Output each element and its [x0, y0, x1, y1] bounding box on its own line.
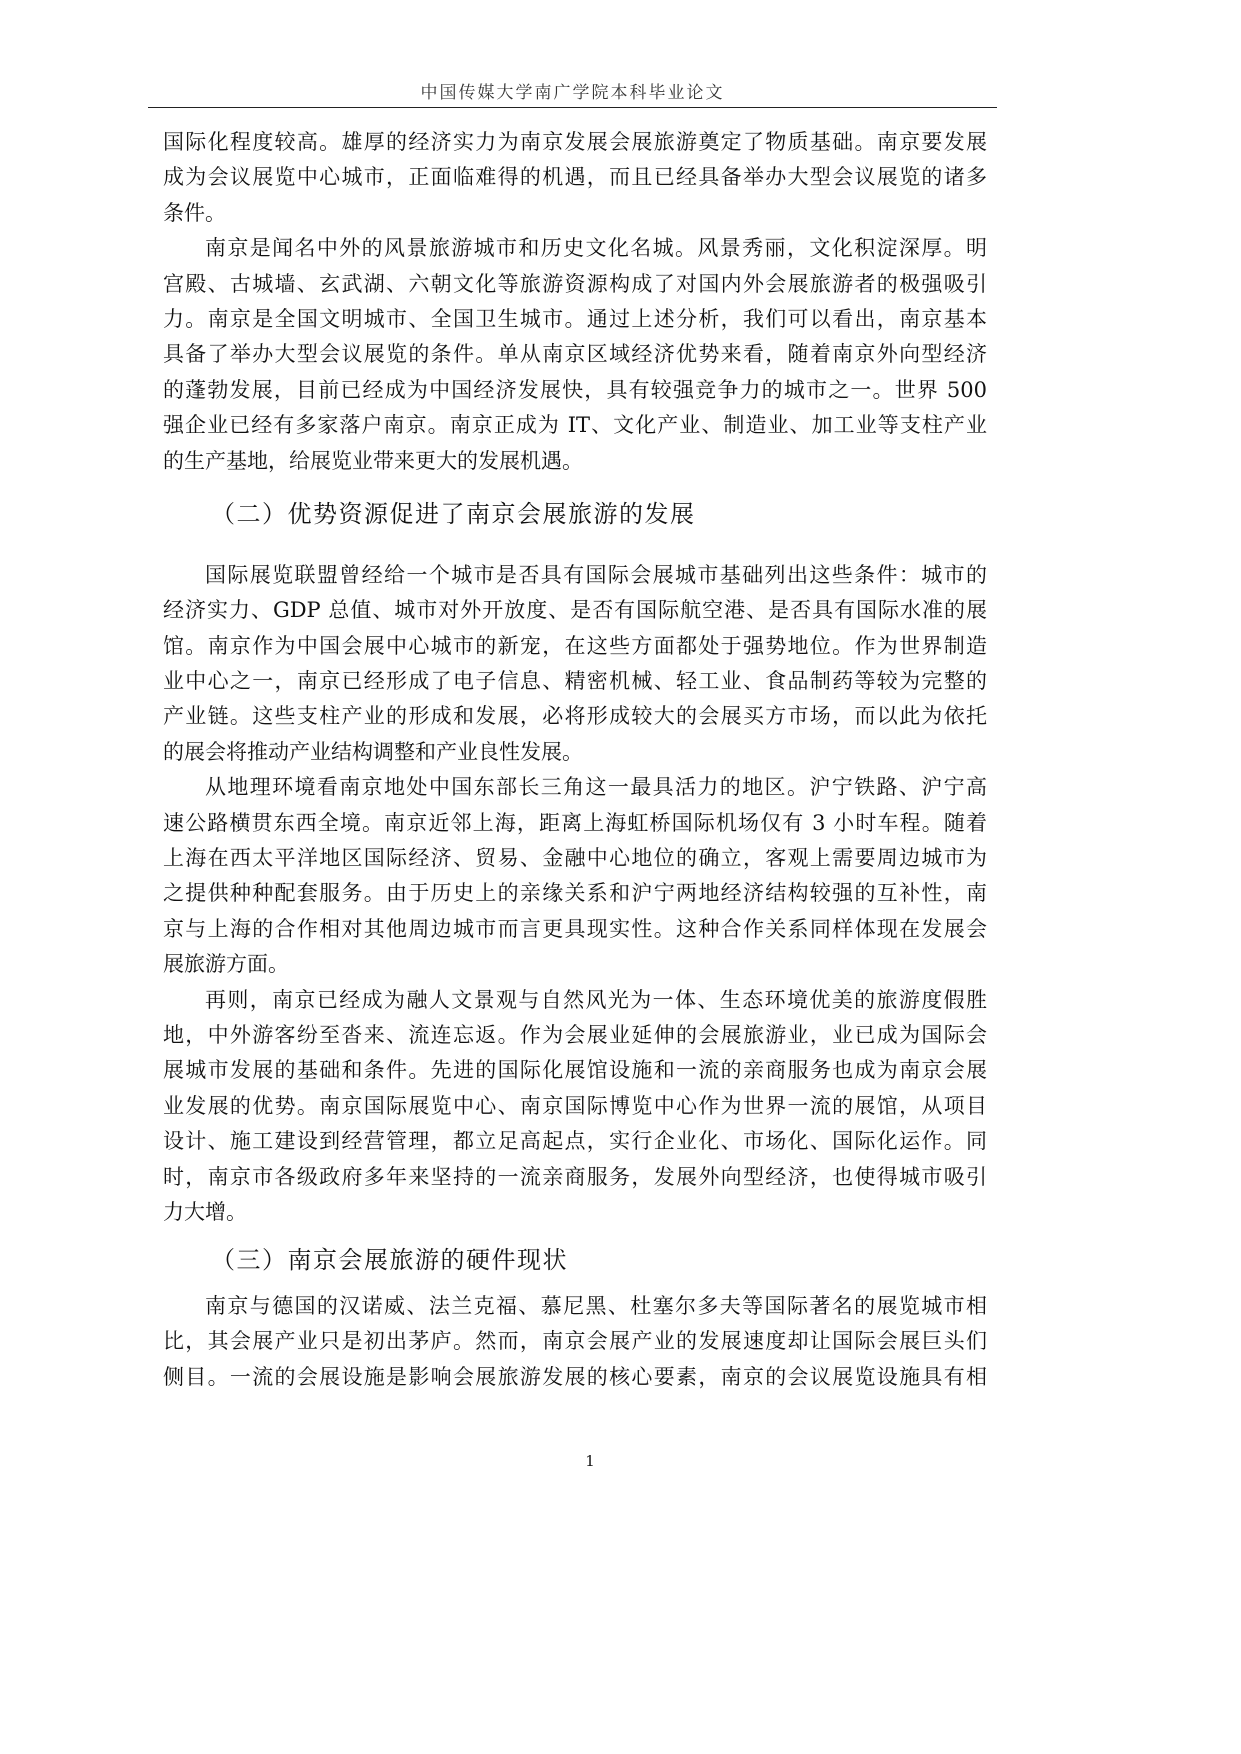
body-text-line: 国际展览联盟曾经给一个城市是否具有国际会展城市基础列出这些条件：城市的	[205, 562, 987, 587]
body-text-line: 展旅游方面。	[163, 952, 289, 977]
body-text-line: 上海在西太平洋地区国际经济、贸易、金融中心地位的确立，客观上需要周边城市为	[163, 846, 987, 871]
body-text-line: 设计、施工建设到经营管理，都立足高起点，实行企业化、市场化、国际化运作。同	[163, 1129, 987, 1154]
body-text-line: 的蓬勃发展，目前已经成为中国经济发展快，具有较强竞争力的城市之一。世界 500	[163, 377, 987, 402]
body-text-line: 之提供种种配套服务。由于历史上的亲缘关系和沪宁两地经济结构较强的互补性，南	[163, 881, 987, 906]
page-body	[163, 125, 987, 1395]
body-text-line: 具备了举办大型会议展览的条件。单从南京区域经济优势来看，随着南京外向型经济	[163, 342, 987, 367]
body-text-line: 的生产基地，给展览业带来更大的发展机遇。	[163, 448, 583, 473]
body-text-line: 成为会议展览中心城市，正面临难得的机遇，而且已经具备举办大型会议展览的诸多	[163, 165, 987, 190]
running-header-title: 中国传媒大学南广学院本科毕业论文	[420, 83, 725, 103]
section-heading: （二）优势资源促进了南京会展旅游的发展	[211, 499, 696, 528]
body-text-line: 业发展的优势。南京国际展览中心、南京国际博览中心作为世界一流的展馆，从项目	[163, 1093, 987, 1118]
paragraph	[163, 231, 987, 479]
body-text-line: 京与上海的合作相对其他周边城市而言更具现实性。这种合作关系同样体现在发展会	[163, 916, 987, 941]
paragraph	[163, 125, 987, 231]
body-text-line: 时，南京市各级政府多年来坚持的一流亲商服务，发展外向型经济，也使得城市吸引	[163, 1164, 987, 1189]
body-text-line: 馆。南京作为中国会展中心城市的新宠，在这些方面都处于强势地位。作为世界制造	[163, 633, 987, 658]
header-rule	[148, 107, 997, 108]
paragraph	[163, 558, 987, 770]
paragraph	[163, 1289, 987, 1395]
body-text-line: 再则，南京已经成为融人文景观与自然风光为一体、生态环境优美的旅游度假胜	[205, 987, 987, 1012]
paragraph	[163, 983, 987, 1231]
page-number: 1	[585, 1452, 595, 1470]
body-text-line: 强企业已经有多家落户南京。南京正成为 IT、文化产业、制造业、加工业等支柱产业	[163, 413, 987, 438]
body-text-line: 条件。	[163, 200, 226, 225]
paragraph	[163, 770, 987, 982]
body-text-line: 的展会将推动产业结构调整和产业良性发展。	[163, 739, 583, 764]
body-text-line: 国际化程度较高。雄厚的经济实力为南京发展会展旅游奠定了物质基础。南京要发展	[163, 130, 987, 154]
body-text-line: 宫殿、古城墙、玄武湖、六朝文化等旅游资源构成了对国内外会展旅游者的极强吸引	[163, 271, 987, 296]
body-text-line: 产业链。这些支柱产业的形成和发展，必将形成较大的会展买方市场，而以此为依托	[163, 704, 987, 729]
body-text-line: 比，其会展产业只是初出茅庐。然而，南京会展产业的发展速度却让国际会展巨头们	[163, 1329, 987, 1354]
body-text-line: 速公路横贯东西全境。南京近邻上海，距离上海虹桥国际机场仅有 3 小时车程。随着	[163, 810, 987, 835]
body-text-line: 力大增。	[163, 1199, 247, 1224]
body-text-line: 南京与德国的汉诺威、法兰克福、慕尼黑、杜塞尔多夫等国际著名的展览城市相	[205, 1294, 987, 1319]
body-text-line: 侧目。一流的会展设施是影响会展旅游发展的核心要素，南京的会议展览设施具有相	[163, 1364, 987, 1389]
body-text-line: 力。南京是全国文明城市、全国卫生城市。通过上述分析，我们可以看出，南京基本	[163, 306, 987, 331]
body-text-line: 业中心之一，南京已经形成了电子信息、精密机械、轻工业、食品制药等较为完整的	[163, 669, 987, 694]
body-text-line: 地，中外游客纷至沓来、流连忘返。作为会展业延伸的会展旅游业，业已成为国际会	[163, 1022, 987, 1047]
body-text-line: 经济实力、GDP 总值、城市对外开放度、是否有国际航空港、是否具有国际水准的展	[163, 598, 987, 623]
body-text-line: 南京是闻名中外的风景旅游城市和历史文化名城。风景秀丽，文化积淀深厚。明	[205, 236, 987, 261]
section-heading: （三）南京会展旅游的硬件现状	[211, 1246, 568, 1275]
body-text-line: 展城市发展的基础和条件。先进的国际化展馆设施和一流的亲商服务也成为南京会展	[163, 1058, 987, 1083]
body-text-line: 从地理环境看南京地处中国东部长三角这一最具活力的地区。沪宁铁路、沪宁高	[205, 775, 987, 800]
